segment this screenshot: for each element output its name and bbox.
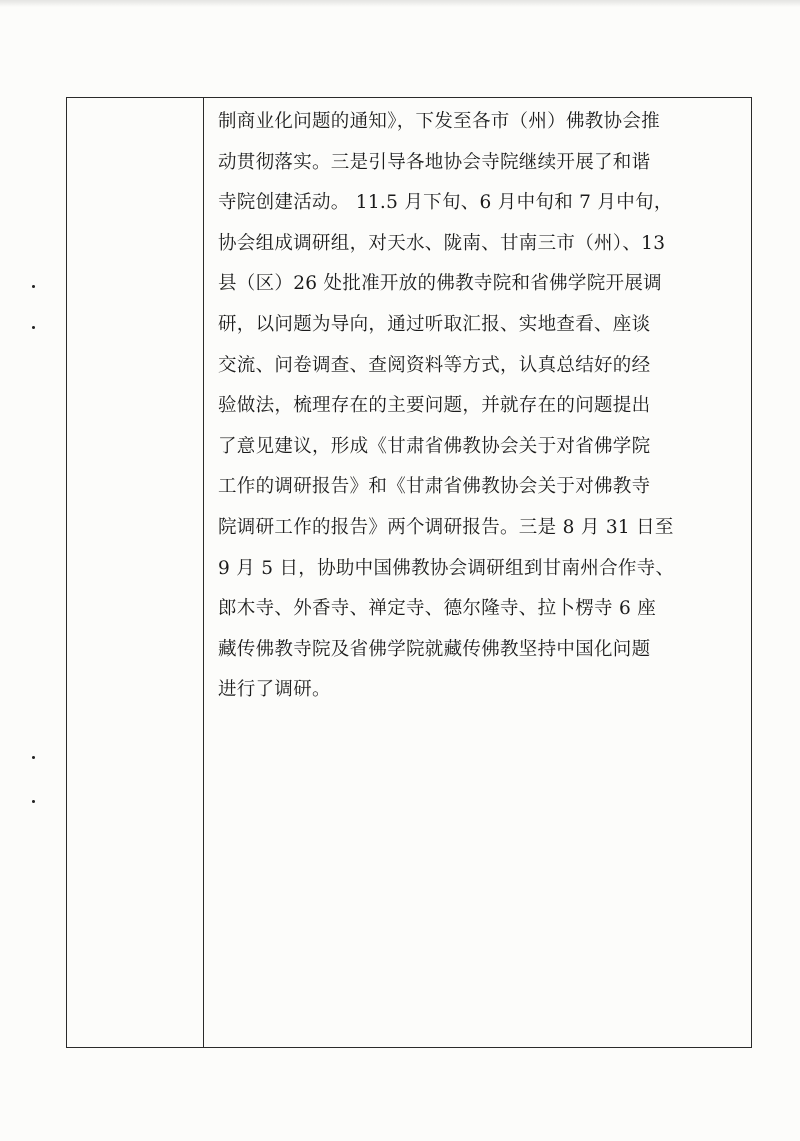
text-line: 制商业化问题的通知》，下发至各市（州）佛教协会推 (218, 111, 660, 132)
text-line: 县（区）26 处批准开放的佛教寺院和省佛学院开展调 (218, 273, 662, 295)
scan-top-edge (0, 0, 800, 7)
form-table (66, 97, 752, 1048)
text-line: 寺院创建活动。 11.5 月下旬、6 月中旬和 7 月中旬， (218, 192, 673, 214)
content-cell (218, 102, 738, 711)
binding-hole-mark (32, 756, 35, 759)
text-line: 9 月 5 日，协助中国佛教协会调研组到甘南州合作寺、 (218, 557, 675, 579)
text-line: 进行了调研。 (218, 679, 331, 701)
text-line: 藏传佛教寺院及省佛学院就藏传佛教坚持中国化问题 (218, 638, 651, 660)
binding-hole-mark (32, 285, 35, 288)
text-line: 工作的调研报告》和《甘肃省佛教协会关于对佛教寺 (218, 476, 651, 498)
text-line: 了意见建议，形成《甘肃省佛教协会关于对省佛学院 (218, 435, 651, 457)
text-line: 验做法，梳理存在的主要问题，并就存在的问题提出 (218, 395, 651, 417)
text-line: 研，以问题为导向，通过听取汇报、实地查看、座谈 (218, 313, 651, 335)
text-line: 郎木寺、外香寺、禅定寺、德尔隆寺、拉卜楞寺 6 座 (218, 598, 657, 620)
text-line: 动贯彻落实。三是引导各地协会寺院继续开展了和谐 (218, 151, 651, 173)
text-line: 院调研工作的报告》两个调研报告。三是 8 月 31 日至 (218, 516, 674, 538)
text-line: 协会组成调研组，对天水、陇南、甘南三市（州）、13 (218, 232, 666, 254)
text-line: 交流、问卷调查、查阅资料等方式，认真总结好的经 (218, 354, 651, 376)
binding-hole-mark (32, 800, 35, 803)
binding-hole-mark (32, 326, 35, 329)
label-column (67, 98, 204, 1047)
